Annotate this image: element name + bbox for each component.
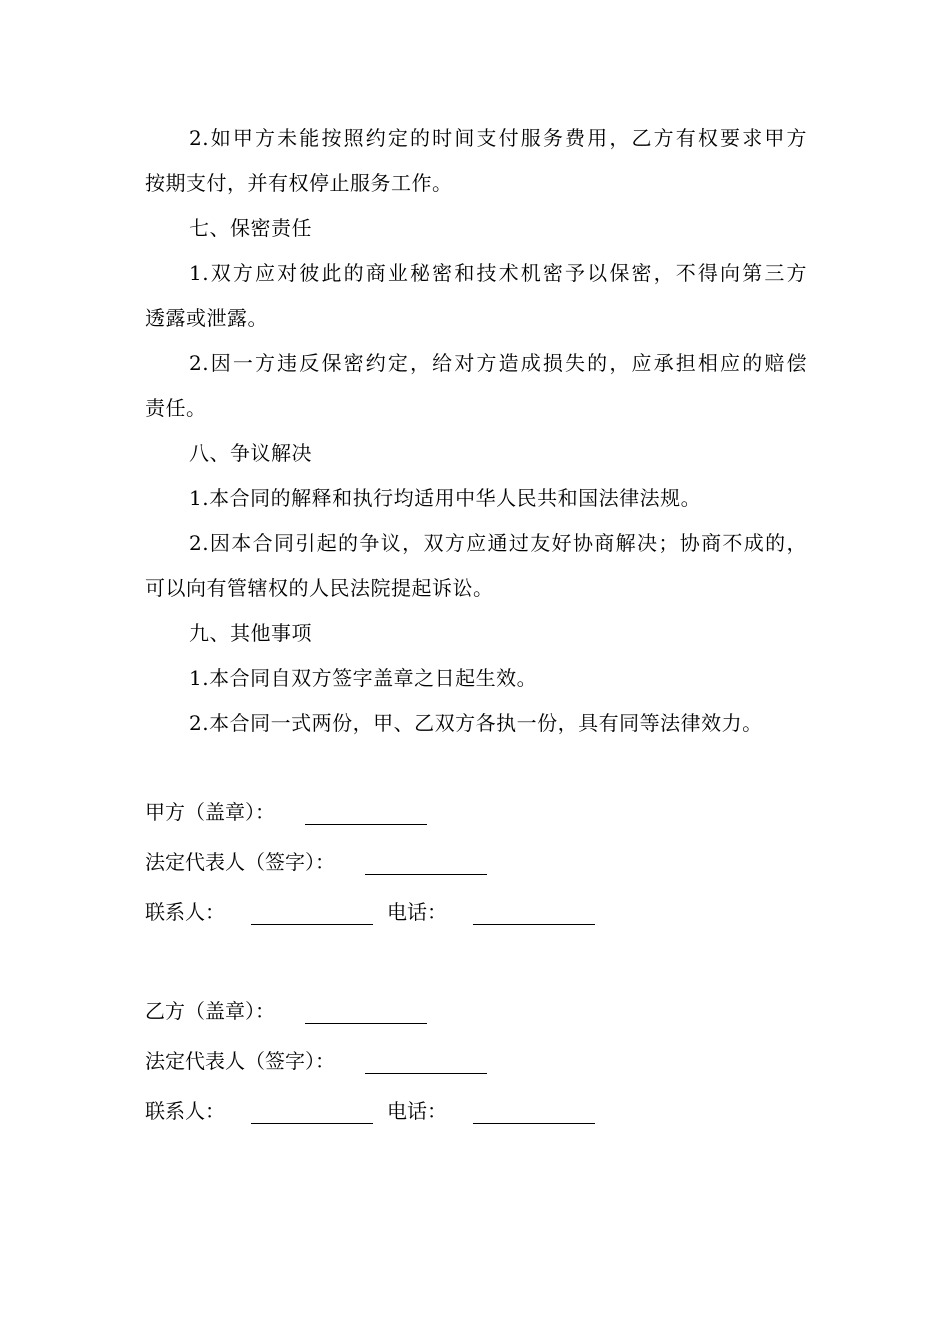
party-b-contact-label: 联系人： [145,1099,225,1123]
clause-line: 2.如甲方未能按照约定的时间支付服务费用，乙方有权要求甲方 [189,126,807,150]
clause-line: 可以向有管辖权的人民法院提起诉讼。 [145,576,494,600]
party-a-signature-block [145,787,807,937]
party-b-rep-row [145,1036,807,1086]
party-b-seal-label: 乙方（盖章）： [145,999,275,1023]
party-a-rep-blank[interactable] [365,850,487,875]
clause-line: 1.双方应对彼此的商业秘密和技术机密予以保密，不得向第三方 [189,261,807,285]
party-a-rep-label: 法定代表人（签字）： [145,850,335,874]
party-b-phone-blank[interactable] [473,1099,595,1124]
clause-line: 责任。 [145,396,207,420]
clause-line: 2.因本合同引起的争议，双方应通过友好协商解决；协商不成的， [189,531,807,555]
party-b-seal-row [145,986,807,1036]
party-a-contact-blank[interactable] [251,900,373,925]
party-a-seal-row [145,787,807,837]
clause-line: 1.本合同的解释和执行均适用中华人民共和国法律法规。 [189,486,702,510]
party-a-seal-label: 甲方（盖章）： [145,800,275,824]
contract-body [145,116,807,746]
clause-line: 2.因一方违反保密约定，给对方造成损失的，应承担相应的赔偿 [189,351,807,375]
party-b-rep-label: 法定代表人（签字）： [145,1049,335,1073]
clause-line: 按期支付，并有权停止服务工作。 [145,171,453,195]
party-b-phone-label: 电话： [387,1099,447,1123]
party-a-contact-row [145,887,807,937]
party-a-rep-row [145,837,807,887]
clause-line: 九、其他事项 [189,621,312,645]
clause-line: 2.本合同一式两份，甲、乙双方各执一份，具有同等法律效力。 [189,711,763,735]
clause-line: 透露或泄露。 [145,306,268,330]
party-a-phone-blank[interactable] [473,900,595,925]
clause-line: 八、争议解决 [189,441,312,465]
clause-line: 七、保密责任 [189,216,312,240]
party-b-signature-block [145,986,807,1136]
party-a-contact-label: 联系人： [145,900,225,924]
clause-line: 1.本合同自双方签字盖章之日起生效。 [189,666,538,690]
party-b-contact-row [145,1086,807,1136]
party-b-seal-blank[interactable] [305,999,427,1024]
party-a-phone-label: 电话： [387,900,447,924]
party-b-contact-blank[interactable] [251,1099,373,1124]
party-a-seal-blank[interactable] [305,800,427,825]
party-b-rep-blank[interactable] [365,1049,487,1074]
